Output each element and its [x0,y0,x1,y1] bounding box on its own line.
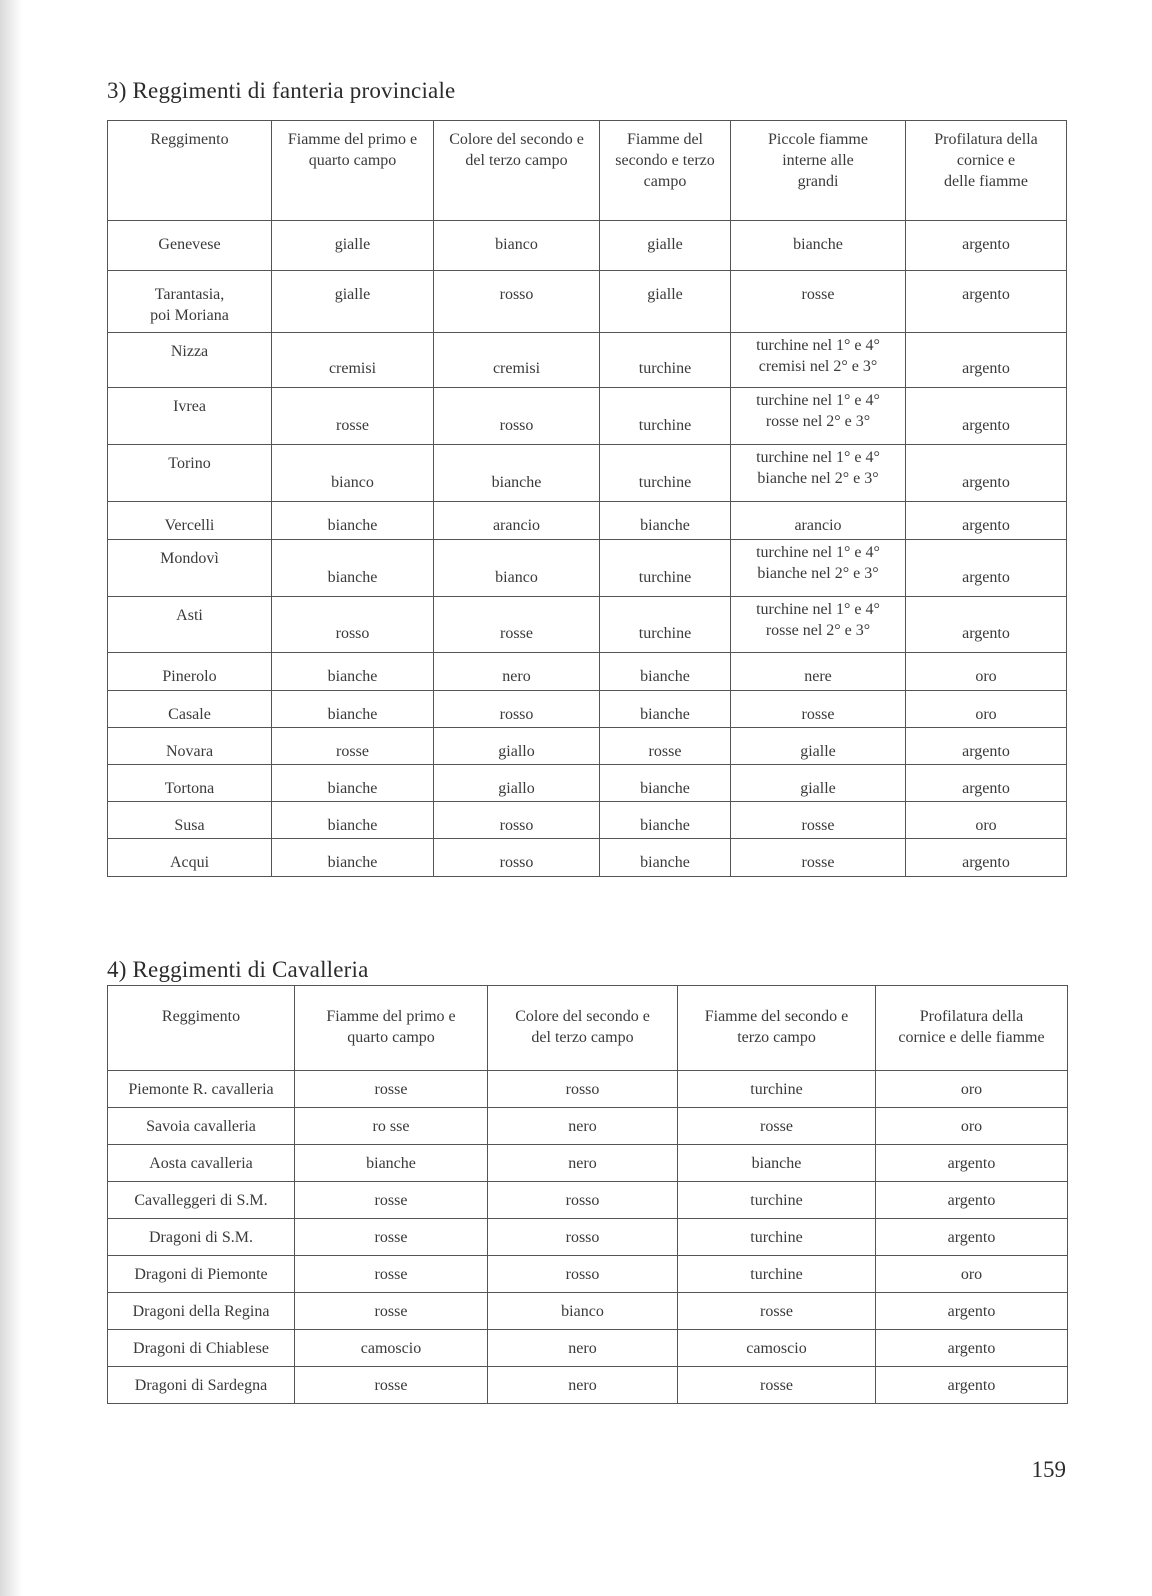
table-row [108,271,1067,333]
small-flames-cell [731,728,906,765]
regiment-cell [108,839,272,877]
border-profile-cell: argento [906,502,1067,540]
table-row [108,802,1067,839]
flames-second-third-cell: rosse [678,1293,876,1330]
cell-line: terzo campo [737,1029,816,1046]
flames-second-third-cell: gialle [600,271,731,333]
border-profile-cell: oro [906,653,1067,691]
color-second-third-cell: bianco [434,540,600,597]
table-row [108,1108,1068,1145]
color-second-third-cell: rosse [434,597,600,653]
cell-line: bianche nel 2° e 3° [757,565,879,582]
regiment-cell [108,653,272,691]
border-profile-cell: argento [876,1293,1068,1330]
table-row [108,540,1067,597]
cell-line: campo [643,173,687,190]
color-second-third-cell: rosso [434,388,600,445]
color-second-third-cell: nero [434,653,600,691]
table-row [108,1145,1068,1182]
color-second-third-cell: rosso [434,802,600,839]
small-flames-cell [731,765,906,802]
regiment-cell [108,728,272,765]
cell-line: quarto campo [347,1029,435,1046]
table-row [108,1367,1068,1404]
column-header [600,121,731,221]
table-row [108,221,1067,271]
section-3-title: 3) Reggimenti di fanteria provinciale [107,78,456,103]
cell-line: Pinerolo [162,668,217,685]
flames-second-third-cell: turchine [600,388,731,445]
column-header [488,986,678,1071]
flames-first-fourth-cell: rosse [295,1293,488,1330]
flames-first-fourth-cell: rosse [295,1182,488,1219]
table-row [108,653,1067,691]
color-second-third-cell: rosso [488,1182,678,1219]
flames-first-fourth-cell: bianche [272,540,434,597]
border-profile-cell: argento [906,540,1067,597]
border-profile-cell: argento [906,597,1067,653]
color-second-third-cell: rosso [434,839,600,877]
cell-line: turchine nel 1° e 4° [756,337,880,354]
cell-line: Reggimento [161,1008,241,1025]
cell-line: Casale [168,706,211,723]
flames-first-fourth-cell: bianche [272,502,434,540]
cell-line: secondo e terzo [615,152,715,169]
border-profile-cell: oro [906,802,1067,839]
table-header-row [108,121,1067,221]
color-second-third-cell: bianco [434,221,600,271]
border-profile-cell: argento [906,388,1067,445]
cell-line: Nizza [170,343,209,360]
regiment-cell: Aosta cavalleria [108,1145,295,1182]
cell-line: Novara [165,743,214,760]
small-flames-cell [731,333,906,388]
column-header [108,986,295,1071]
cell-line: turchine nel 1° e 4° [756,601,880,618]
cell-line: poi Moriana [150,307,229,324]
border-profile-cell: argento [876,1367,1068,1404]
column-header [108,121,272,221]
flames-second-third-cell: camoscio [678,1330,876,1367]
small-flames-cell [731,839,906,877]
color-second-third-cell: rosso [434,271,600,333]
border-profile-cell: argento [906,765,1067,802]
flames-second-third-cell: turchine [600,540,731,597]
page-number: 159 [1031,1457,1066,1482]
table-row [108,1219,1068,1256]
cell-line: grandi [797,173,839,190]
regiment-cell: Piemonte R. cavalleria [108,1071,295,1108]
small-flames-cell [731,221,906,271]
small-flames-cell [731,597,906,653]
small-flames-cell [731,653,906,691]
cell-line: nere [804,668,832,685]
table-row [108,388,1067,445]
flames-second-third-cell: turchine [678,1182,876,1219]
flames-first-fourth-cell: bianche [272,839,434,877]
border-profile-cell: oro [906,691,1067,728]
flames-first-fourth-cell: bianche [295,1145,488,1182]
regiment-cell [108,221,272,271]
column-header [876,986,1068,1071]
cell-line: interne alle [782,152,854,169]
cell-line: arancio [794,517,842,534]
flames-first-fourth-cell: bianco [272,445,434,502]
table-row [108,502,1067,540]
table-row [108,1293,1068,1330]
color-second-third-cell: rosso [488,1256,678,1293]
flames-second-third-cell: turchine [600,445,731,502]
regiment-cell [108,271,272,333]
table-row [108,765,1067,802]
cell-line: Reggimento [150,131,229,148]
flames-first-fourth-cell: cremisi [272,333,434,388]
flames-second-third-cell: gialle [600,221,731,271]
regiment-cell: Dragoni di Piemonte [108,1256,295,1293]
cell-line: Ivrea [173,398,206,415]
color-second-third-cell: nero [488,1108,678,1145]
flames-second-third-cell: bianche [600,653,731,691]
regiment-cell: Dragoni di S.M. [108,1219,295,1256]
cell-line: Fiamme del primo e [287,131,418,148]
cell-line: rosse nel 2° e 3° [765,413,871,430]
flames-first-fourth-cell: gialle [272,271,434,333]
border-profile-cell: argento [876,1330,1068,1367]
color-second-third-cell: rosso [488,1219,678,1256]
border-profile-cell: argento [906,221,1067,271]
flames-second-third-cell: turchine [678,1256,876,1293]
flames-first-fourth-cell: ro sse [295,1108,488,1145]
flames-first-fourth-cell: gialle [272,221,434,271]
cell-line: Profilatura della [934,131,1038,148]
cell-line: Fiamme del [627,131,703,148]
table-row [108,839,1067,877]
column-header [678,986,876,1071]
regiment-cell [108,765,272,802]
border-profile-cell: oro [876,1071,1068,1108]
border-profile-cell: argento [906,728,1067,765]
flames-second-third-cell: bianche [600,802,731,839]
column-header [295,986,488,1071]
cell-line: Profilatura della [919,1008,1024,1025]
color-second-third-cell: giallo [434,728,600,765]
regiment-cell: Cavalleggeri di S.M. [108,1182,295,1219]
cell-line: gialle [800,743,836,760]
column-header [434,121,600,221]
cell-line: rosse [801,286,835,303]
table-row [108,333,1067,388]
cell-line: Tortona [164,780,215,797]
section-4-title: 4) Reggimenti di Cavalleria [107,957,369,982]
border-profile-cell: argento [906,445,1067,502]
cell-line: bianche [793,236,843,253]
regiment-cell [108,502,272,540]
color-second-third-cell: giallo [434,765,600,802]
cell-line: quarto campo [308,152,397,169]
table-row [108,445,1067,502]
table-row [108,691,1067,728]
regiment-cell [108,388,272,445]
flames-first-fourth-cell: rosse [295,1219,488,1256]
flames-second-third-cell: turchine [678,1071,876,1108]
table-row [108,1071,1068,1108]
border-profile-cell: argento [906,839,1067,877]
cell-line: turchine nel 1° e 4° [756,544,880,561]
color-second-third-cell: cremisi [434,333,600,388]
regiment-cell [108,540,272,597]
small-flames-cell [731,271,906,333]
cell-line: del terzo campo [531,1029,634,1046]
cell-line: cornice e [956,152,1016,169]
flames-second-third-cell: turchine [600,333,731,388]
cell-line: rosse [801,817,835,834]
cell-line: Fiamme del secondo e [704,1008,849,1025]
border-profile-cell: oro [876,1108,1068,1145]
regiment-cell: Dragoni di Sardegna [108,1367,295,1404]
column-header [906,121,1067,221]
flames-first-fourth-cell: rosso [272,597,434,653]
flames-second-third-cell: rosse [678,1367,876,1404]
color-second-third-cell: bianco [488,1293,678,1330]
regiment-cell [108,333,272,388]
color-second-third-cell: nero [488,1367,678,1404]
cell-line: delle fiamme [944,173,1028,190]
column-header [272,121,434,221]
small-flames-cell [731,388,906,445]
flames-second-third-cell: bianche [600,765,731,802]
cell-line: Fiamme del primo e [326,1008,456,1025]
regiment-cell: Dragoni della Regina [108,1293,295,1330]
cell-line: Vercelli [164,517,215,534]
cell-line: rosse [801,854,835,871]
cell-line: rosse [801,706,835,723]
regiment-cell [108,597,272,653]
small-flames-cell [731,445,906,502]
flames-first-fourth-cell: rosse [295,1256,488,1293]
cell-line: gialle [800,780,836,797]
cell-line: Tarantasia, [154,286,225,303]
color-second-third-cell: nero [488,1145,678,1182]
flames-first-fourth-cell: bianche [272,765,434,802]
flames-second-third-cell: bianche [600,839,731,877]
flames-first-fourth-cell: camoscio [295,1330,488,1367]
small-flames-cell [731,502,906,540]
small-flames-cell [731,691,906,728]
border-profile-cell: argento [906,333,1067,388]
small-flames-cell [731,802,906,839]
table-row [108,728,1067,765]
flames-first-fourth-cell: bianche [272,653,434,691]
cell-line: Colore del secondo e [449,131,584,148]
flames-first-fourth-cell: bianche [272,802,434,839]
flames-second-third-cell: bianche [678,1145,876,1182]
small-flames-cell [731,540,906,597]
flames-second-third-cell: turchine [600,597,731,653]
border-profile-cell: argento [876,1145,1068,1182]
border-profile-cell: argento [876,1182,1068,1219]
table-header-row [108,986,1068,1071]
regiment-cell: Dragoni di Chiablese [108,1330,295,1367]
border-profile-cell: argento [906,271,1067,333]
flames-second-third-cell: bianche [600,691,731,728]
flames-first-fourth-cell: rosse [272,728,434,765]
cell-line: turchine nel 1° e 4° [756,449,880,466]
regiment-cell [108,445,272,502]
cell-line: Asti [176,607,203,624]
color-second-third-cell: arancio [434,502,600,540]
page-binding-edge [0,0,22,1596]
cell-line: del terzo campo [465,152,568,169]
flames-first-fourth-cell: rosse [295,1071,488,1108]
border-profile-cell: argento [876,1219,1068,1256]
table-row [108,597,1067,653]
cell-line: cremisi nel 2° e 3° [758,358,878,375]
cell-line: Acqui [169,854,210,871]
column-header [731,121,906,221]
flames-second-third-cell: rosse [600,728,731,765]
color-second-third-cell: bianche [434,445,600,502]
regiment-cell: Savoia cavalleria [108,1108,295,1145]
cavalry-regiments-table [107,985,1068,1404]
cell-line: bianche nel 2° e 3° [757,470,879,487]
infantry-regiments-table [107,120,1067,877]
cell-line: Colore del secondo e [515,1008,650,1025]
cell-line: Genevese [158,236,221,253]
table-row [108,1330,1068,1367]
flames-first-fourth-cell: rosse [272,388,434,445]
flames-first-fourth-cell: rosse [295,1367,488,1404]
cell-line: Torino [168,455,211,472]
cell-line: turchine nel 1° e 4° [756,392,880,409]
flames-first-fourth-cell: bianche [272,691,434,728]
table-row [108,1256,1068,1293]
cell-line: cornice e delle fiamme [898,1029,1045,1046]
cell-line: Susa [174,817,205,834]
cell-line: Piccole fiamme [768,131,868,148]
regiment-cell [108,691,272,728]
color-second-third-cell: rosso [488,1071,678,1108]
cell-line: Mondovì [160,550,219,567]
table-row [108,1182,1068,1219]
flames-second-third-cell: bianche [600,502,731,540]
cell-line: rosse nel 2° e 3° [765,622,871,639]
flames-second-third-cell: rosse [678,1108,876,1145]
color-second-third-cell: nero [488,1330,678,1367]
flames-second-third-cell: turchine [678,1219,876,1256]
color-second-third-cell: rosso [434,691,600,728]
regiment-cell [108,802,272,839]
border-profile-cell: oro [876,1256,1068,1293]
